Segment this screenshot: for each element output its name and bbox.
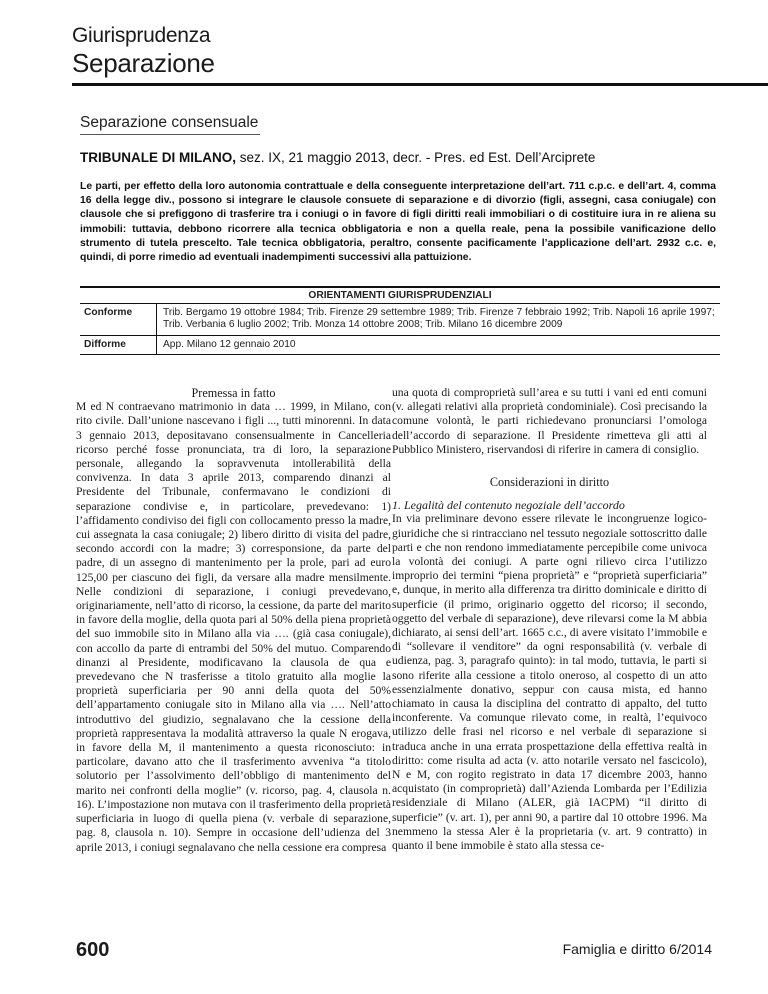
header-rule [72, 83, 768, 86]
section-kicker: Giurisprudenza [72, 24, 211, 47]
row-text: Trib. Bergamo 19 ottobre 1984; Trib. Firenze 29 settembre 1989; Trib. Firenze 7 febbraio 1992; Trib. Napoli 16 aprile 1997; Trib. Verbania 6 luglio 2002; Trib. Monza 14 ottobre 2008; Trib. Milano 16 dicembre 2009 [157, 304, 721, 336]
decree-details: sez. IX, 21 maggio 2013, decr. - Pres. ed Est. Dell’Arciprete [236, 150, 596, 165]
considerazioni-heading: Considerazioni in diritto [489, 475, 610, 490]
page-header [72, 24, 712, 78]
court-name: TRIBUNALE DI MILANO, [80, 150, 236, 165]
premessa-heading: Premessa in fatto [191, 386, 276, 400]
section-title: Separazione [72, 48, 215, 78]
subheading-legalita: 1. Legalità del contenuto negoziale dell’accordo [392, 498, 625, 513]
premessa-text: M ed N contraevano matrimonio in data … 1999, in Milano, con rito civile. Dall’unione nascevano i figli ..., tutti minorenni. In data 3 gennaio 2013, depositavano consensualmente in Cancelleria ricorso perché fosse pronunciata, tra di loro, la separazione personale, allegando la sopravvenuta intollerabilità della convivenza. In data 3 aprile 2013, comparendo dinanzi al Presidente del Tribunale, confermavano le condizioni di separazione condivise e, in particolare, prevedevano: 1) l’affidamento condiviso dei figli con collocamento presso la madre, cui assegnata la casa coniugale; 2) libero diritto di visita del padre, secondo accordi con la madre; 3) corresponsione, da parte del padre, di un assegno di mantenimento per la prole, pari ad euro 125,00 per ciascuno dei figli, da versare alla madre mensilmente. Nelle condizioni di separazione, i coniugi prevedevano, originariamente, nell’atto di ricorso, la cessione, da parte del marito in favore della moglie, della quota pari al 50% della piena proprietà del suo immobile sito in Milano alla via …. (già casa coniugale), con accollo da parte di entrambi del 50% del mutuo. Comparendo dinanzi al Presidente, modificavano la clausola de qua e prevedevano che N trasferisse a titolo gratuito alla moglie la proprietà superficiaria per 90 anni della quota del 50% dell’appartamento coniugale sito in Milano alla via …. Nell’atto introduttivo del giudizio, segnalavano che la cessione della proprietà rappresentava la modalità attraverso la quale N erogava, in favore della M, il mantenimento a questa riconosciuto: in particolare, davano atto che il trasferimento avveniva “a titolo solutorio per l’assolvimento dell’obbligo di mantenimento del marito nei confronti della moglie” (v. ricorso, pag. 4, clausola n. 16). L’impostazione non mutava con il trasferimento della proprietà superficiaria in luogo di quella piena (v. verbale di separazione, pag. 8, clausola n. 10). Sempre in occasione dell’udienza del 3 aprile 2013, i coniugi segnalavano che nella cessione era compresa [76, 400, 391, 854]
massima: Le parti, per effetto della loro autonomia contrattuale e della conseguente interpretazione dell’art. 711 c.p.c. e dell’art. 4, comma 16 della legge div., possono si integrare le clausole consuete di separazione e di divorzio (figli, assegni, casa coniugale) con clausole che si prefiggono di trasferire tra i coniugi o in favore di figli diritti reali immobiliari o di costituire iura in re aliena su immobili: tuttavia, debbono ricorrere alla tecnica obbligatoria e non a quella reale, pena la possibile vanificazione dello strumento di tutela prescelto. Tale tecnica obbligatoria, peraltro, consente pacificamente l’applicazione dell’art. 2932 c.c. e, quindi, di porre rimedio ad eventuali inadempimenti successivi alla pattuizione. [80, 181, 716, 264]
left-column [76, 386, 391, 855]
considerazioni-text: In via preliminare devono essere rilevate le incongruenze logico-giuridiche che si rintracciano nel tessuto negoziale sottoscritto dalle parti e che non rendono immediatamente percepibile come univoca la volontà dei coniugi. A parte ogni rilievo circa l’utilizzo improprio dei termini “piena proprietà” e “proprietà superficiaria” e, dunque, in merito alla differenza tra diritto dominicale e diritto di superficie (il primo, originario oggetto del ricorso; il secondo, oggetto del verbale di separazione), deve rilevarsi come la M abbia dichiarato, ai sensi dell’art. 1665 c.c., di avere visitato l’immobile e di “sollevare il venditore” da ogni responsabilità (v. verbale di udienza, pag. 3, paragrafo quinto): in tal modo, tuttavia, le parti si sono riferite alla cessione a titolo oneroso, al cospetto di un atto essenzialmente donativo, seppur con causa mista, ed hanno chiamato in causa la disciplina del contratto di appalto, del tutto inconferente. Va comunque rilevato come, in realtà, l’equivoco utilizzo delle frasi nel ricorso e nel verbale di separazione si traduca anche in una errata prospettazione della effettiva realtà in diritto: come risulta ad acta (v. atto notarile versato nel fascicolo), N e M, con rogito registrato in data 17 dicembre 2003, hanno acquistato (in comproprietà) dall’Azienda Lombarda per l’Edilizia residenziale di Milano (ALER, già IACPM) “il diritto di superficie” (v. art. 1), per anni 90, a partire dal 10 ottobre 1996. Ma nemmeno la stessa Aler è la proprietaria (v. art. 9 contratto) in quanto il bene immobile è stato alla stessa ce- [392, 512, 707, 853]
journal-citation: Famiglia e diritto 6/2014 [562, 941, 712, 957]
table-row [80, 335, 720, 354]
decree-heading [80, 150, 720, 165]
row-text: App. Milano 12 gennaio 2010 [157, 335, 721, 354]
page-number: 600 [76, 939, 110, 961]
orientamenti-table [80, 286, 720, 355]
topic-rule [80, 134, 260, 135]
row-label: Difforme [80, 335, 157, 354]
orientamenti-title: ORIENTAMENTI GIURISPRUDENZIALI [80, 287, 720, 304]
premessa-continued: una quota di comproprietà sull’area e su tutti i vani ed enti comuni (v. allegati relativi alla proprietà condominiale). Così precisando la comune volontà, le parti richiedevano pronunciarsi l’omologa dell’accordo di separazione. Il Presidente rimetteva gli atti al Pubblico Ministero, riservandosi di riferire in camera di consiglio. [392, 386, 707, 456]
table-row [80, 304, 720, 336]
topic-title: Separazione consensuale [80, 114, 259, 131]
row-label: Conforme [80, 304, 157, 336]
right-column [392, 386, 707, 853]
